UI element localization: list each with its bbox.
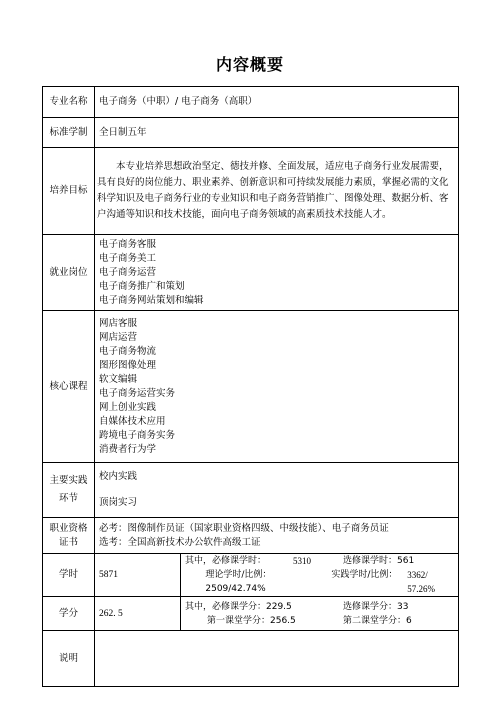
row-goal	[43, 148, 459, 235]
list-item: 电子商务客服	[99, 238, 157, 250]
list-item: 自媒体技术应用	[99, 415, 166, 427]
list-item: 跨境电子商务实务	[99, 429, 176, 441]
row-major	[43, 87, 459, 118]
list-item: 网店运营	[99, 331, 138, 343]
row-hours	[43, 554, 459, 597]
credits-total: 262. 5	[95, 597, 181, 631]
list-item: 电子商务推广和策划	[99, 280, 185, 292]
row-practice	[43, 463, 459, 518]
page-title: 内容概要	[215, 55, 284, 74]
list-item: 电子商务网站策划和编辑	[99, 294, 204, 306]
list-item: 图形图像处理	[99, 359, 157, 371]
list-item: 网上创业实践	[99, 401, 157, 413]
row-courses	[43, 311, 459, 463]
credits-breakdown: 其中，必修课学分：229.5 选修课学分：33 第一课堂学分：256.5 第二课堂学分：6	[181, 597, 459, 631]
list-item: 电子商务物流	[99, 345, 157, 357]
practice-list	[95, 463, 459, 518]
label-notes: 说明	[43, 631, 95, 687]
label-hours: 学时	[43, 554, 95, 597]
list-item: 电子商务运营	[99, 266, 157, 278]
list-item: 电子商务美工	[99, 252, 157, 264]
row-jobs	[43, 235, 459, 311]
certs-list	[95, 518, 459, 554]
label-credits: 学分	[43, 597, 95, 631]
list-item: 校内实践	[99, 471, 138, 482]
list-item: 选考：全国高新技术办公软件高级工证	[99, 536, 261, 548]
row-notes	[43, 631, 459, 687]
label-courses: 核心课程	[43, 311, 95, 463]
label-major: 专业名称	[43, 87, 95, 118]
jobs-list	[95, 235, 459, 311]
hours-total: 5871	[95, 554, 181, 597]
list-item: 必考：图像制作员证（国家职业资格四级、中级技能）、电子商务员证	[99, 522, 389, 534]
list-item: 消费者行为学	[99, 443, 157, 455]
list-item: 网店客服	[99, 317, 138, 329]
major-value: 电子商务（中职）/ 电子商务（高职）	[95, 87, 459, 118]
list-item: 软文编辑	[99, 373, 138, 385]
row-credits	[43, 597, 459, 631]
summary-table	[42, 86, 459, 687]
courses-list	[95, 311, 459, 463]
label-practice: 主要实践 环节	[43, 463, 95, 518]
list-item: 顶岗实习	[99, 497, 138, 508]
label-certs: 职业资格 证书	[43, 518, 95, 554]
duration-value: 全日制五年	[95, 118, 459, 148]
list-item: 电子商务运营实务	[99, 387, 176, 399]
label-goal: 培养目标	[43, 148, 95, 235]
hours-breakdown: 其中，必修课学时： 5310 选修课学时：561 理论学时/比例：2509/42.74% 实践学时/比例： 3362/ 57.26%	[181, 554, 459, 597]
label-jobs: 就业岗位	[43, 235, 95, 311]
goal-text: 本专业培养思想政治坚定、德技并修、全面发展，适应电子商务行业发展需要，具有良好的岗位能力、职业素养、创新意识和可持续发展能力素质，掌握必需的文化科学知识及电子商务行业的专业知识和电子商务营销推广、图像处理、数据分析、客户沟通等知识和技术技能，面向电子商务领域的高素质技术技能人才。	[95, 148, 459, 235]
label-duration: 标准学制	[43, 118, 95, 148]
row-duration	[43, 118, 459, 148]
notes-value	[95, 631, 459, 687]
row-certs	[43, 518, 459, 554]
